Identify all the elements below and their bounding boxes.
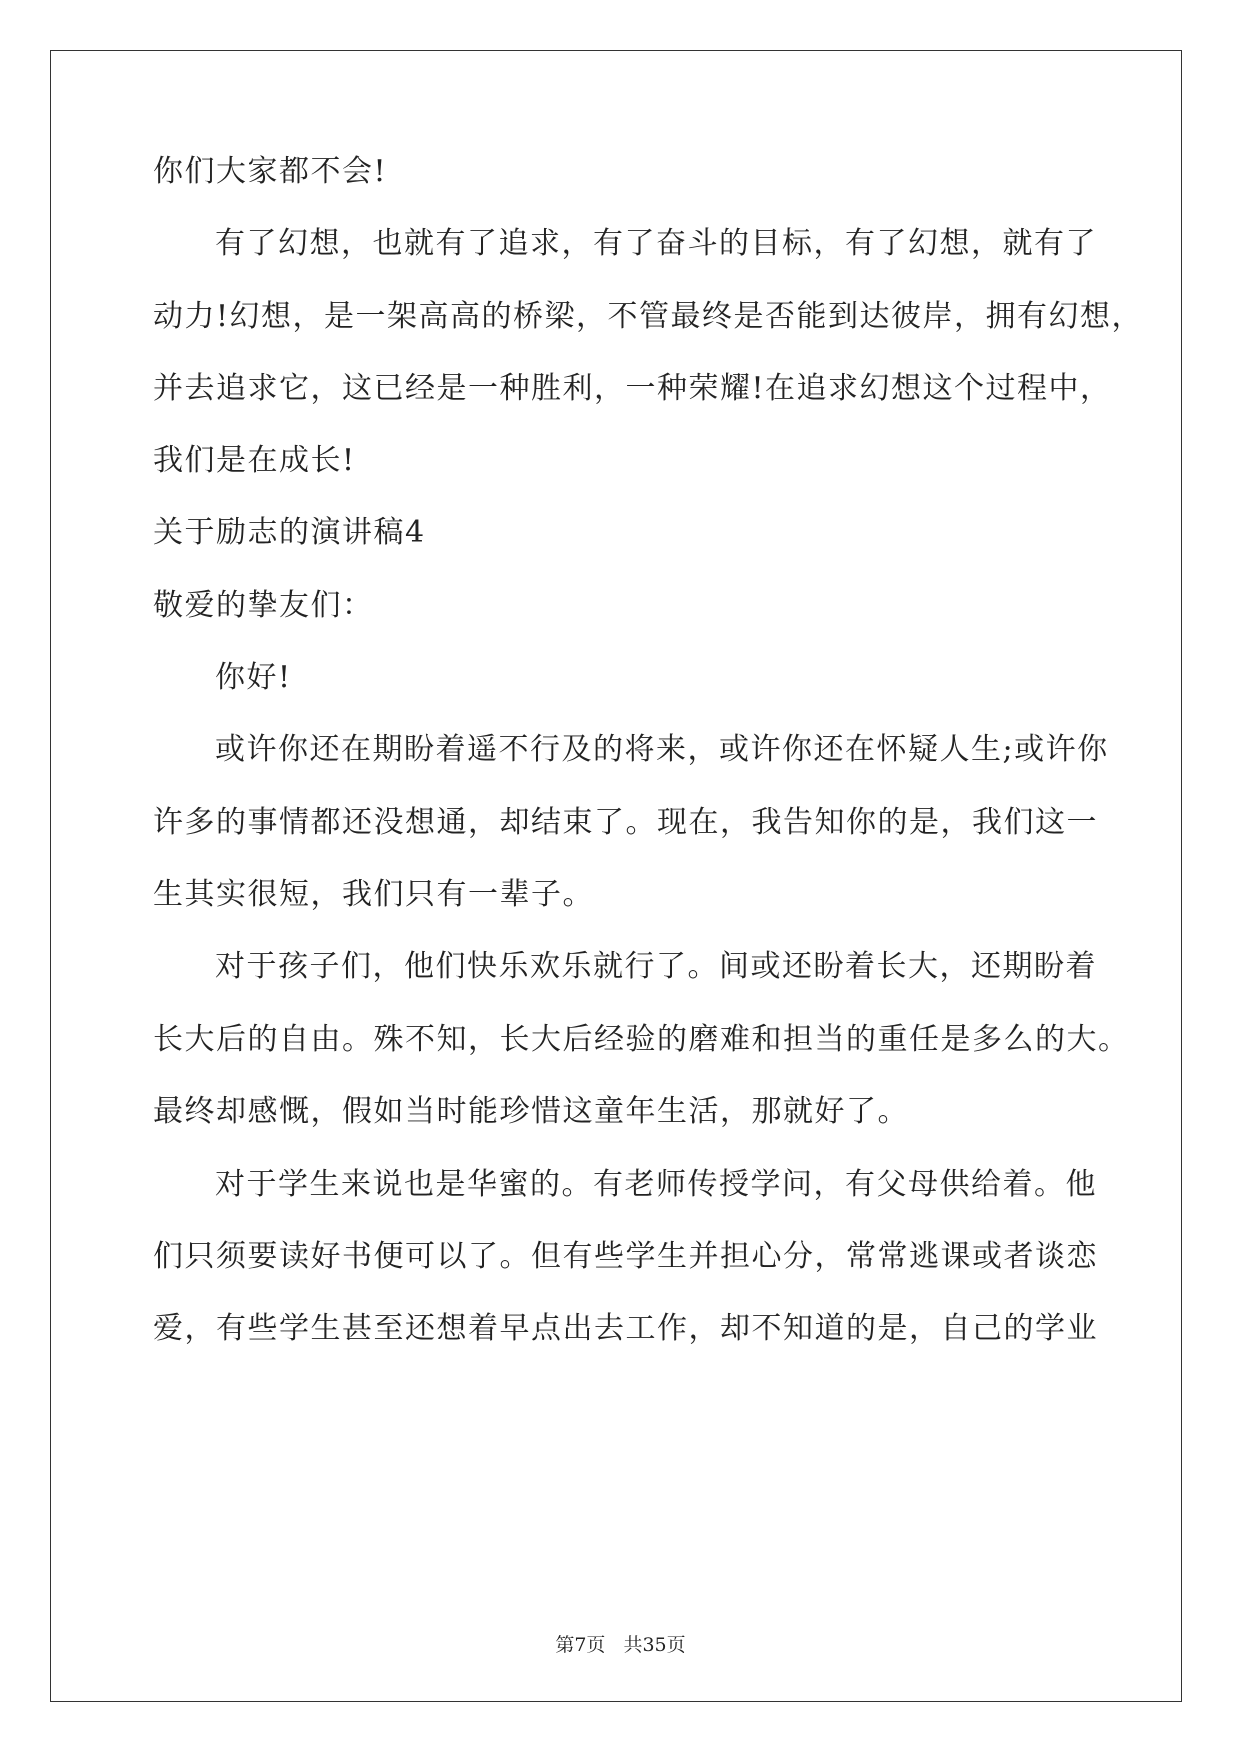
text-line: 们只须要读好书便可以了。但有些学生并担心分，常常逃课或者谈恋 <box>153 1239 1098 1274</box>
text-line: 长大后的自由。殊不知，长大后经验的磨难和担当的重任是多么的大。 <box>153 1022 1130 1057</box>
text-line: 对于学生来说也是华蜜的。有老师传授学问，有父母供给着。他 <box>215 1167 1097 1202</box>
section-heading: 关于励志的演讲稿4 <box>153 515 426 550</box>
page-total: 共35页 <box>623 1634 686 1656</box>
text-line: 动力!幻想，是一架高高的桥梁，不管最终是否能到达彼岸，拥有幻想， <box>153 299 1144 334</box>
text-line: 有了幻想，也就有了追求，有了奋斗的目标，有了幻想，就有了 <box>215 226 1097 261</box>
text-line: 爱，有些学生甚至还想着早点出去工作，却不知道的是，自己的学业 <box>153 1311 1098 1346</box>
text-line: 我们是在成长! <box>153 443 356 478</box>
greeting: 你好! <box>215 660 292 695</box>
text-line: 你们大家都不会! <box>153 154 388 189</box>
text-line: 许多的事情都还没想通，却结束了。现在，我告知你的是，我们这一 <box>153 805 1098 840</box>
text-line: 最终却感慨，假如当时能珍惜这童年生活，那就好了。 <box>153 1094 909 1129</box>
salutation: 敬爱的挚友们： <box>153 588 374 623</box>
text-line: 对于孩子们，他们快乐欢乐就行了。间或还盼着长大，还期盼着 <box>215 949 1097 984</box>
text-line: 并去追求它，这已经是一种胜利，一种荣耀!在追求幻想这个过程中， <box>153 371 1112 406</box>
page-number: 第7页 <box>555 1634 606 1656</box>
text-line: 或许你还在期盼着遥不行及的将来，或许你还在怀疑人生;或许你 <box>215 732 1109 767</box>
page-footer <box>0 1630 1241 1657</box>
text-line: 生其实很短，我们只有一辈子。 <box>153 877 594 912</box>
